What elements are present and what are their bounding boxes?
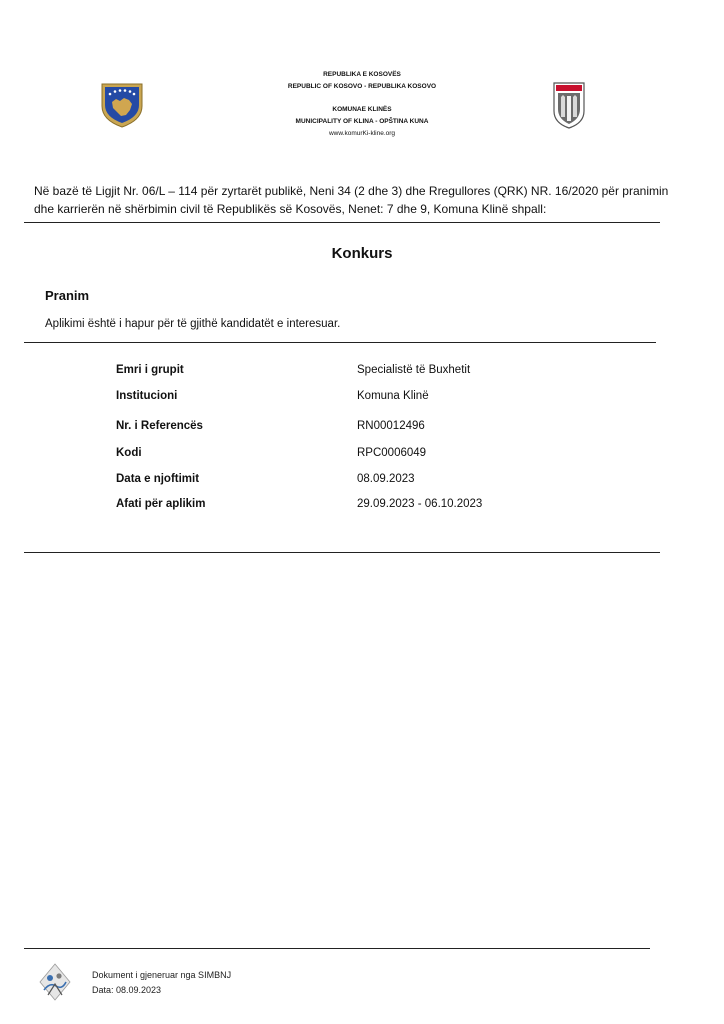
intro-text: Aplikimi është i hapur për të gjithë kandidatët e interesuar. <box>45 318 341 330</box>
detail-label-reference: Nr. i Referencës <box>116 420 203 432</box>
footer-generated-by: Dokument i gjeneruar nga SIMBNJ <box>92 970 232 980</box>
divider <box>24 342 656 343</box>
detail-value-code: RPC0006049 <box>357 447 427 459</box>
detail-value-notice-date: 08.09.2023 <box>357 473 415 485</box>
detail-value-institution: Komuna Klinë <box>357 390 429 402</box>
header-municipality-sq: KOMUNAE KLINËS <box>332 106 392 113</box>
section-heading: Pranim <box>45 288 90 303</box>
header-republic-en: REPUBLIC OF KOSOVO - REPUBLIKA KOSOVO <box>287 83 437 90</box>
header-republic-sq: REPUBLIKA E KOSOVËS <box>323 71 401 78</box>
divider <box>24 222 660 223</box>
detail-label-group: Emri i grupit <box>116 364 184 376</box>
detail-value-reference: RN00012496 <box>357 420 425 432</box>
legal-preamble: Në bazë të Ligjit Nr. 06/L – 114 për zyrtarët publikë, Neni 34 (2 dhe 3) dhe Rregullores (QRK) NR. 16/2020 për pranimin dhe karrierën në shërbimin civil të Republikës së Kosovës, Nenet: 7 dhe 9, Komuna Klinë shpall: <box>34 184 669 216</box>
detail-label-code: Kodi <box>116 447 142 459</box>
detail-label-institution: Institucioni <box>116 390 178 402</box>
detail-value-deadline: 29.09.2023 - 06.10.2023 <box>357 498 483 510</box>
header-website: www.komurKi-kline.org <box>328 130 396 137</box>
page-title: Konkurs <box>331 245 393 262</box>
header-municipality-en: MUNICIPALITY OF KLINA - OPŠTINA KUNA <box>295 118 429 125</box>
footer-date: Data: 08.09.2023 <box>92 985 162 995</box>
simbnj-logo-icon <box>38 962 72 1002</box>
detail-value-group: Specialistë të Buxhetit <box>357 364 471 376</box>
divider <box>24 552 660 553</box>
detail-label-notice-date: Data e njoftimit <box>116 473 200 485</box>
detail-label-deadline: Afati për aplikim <box>116 498 206 510</box>
footer-divider <box>24 948 650 949</box>
